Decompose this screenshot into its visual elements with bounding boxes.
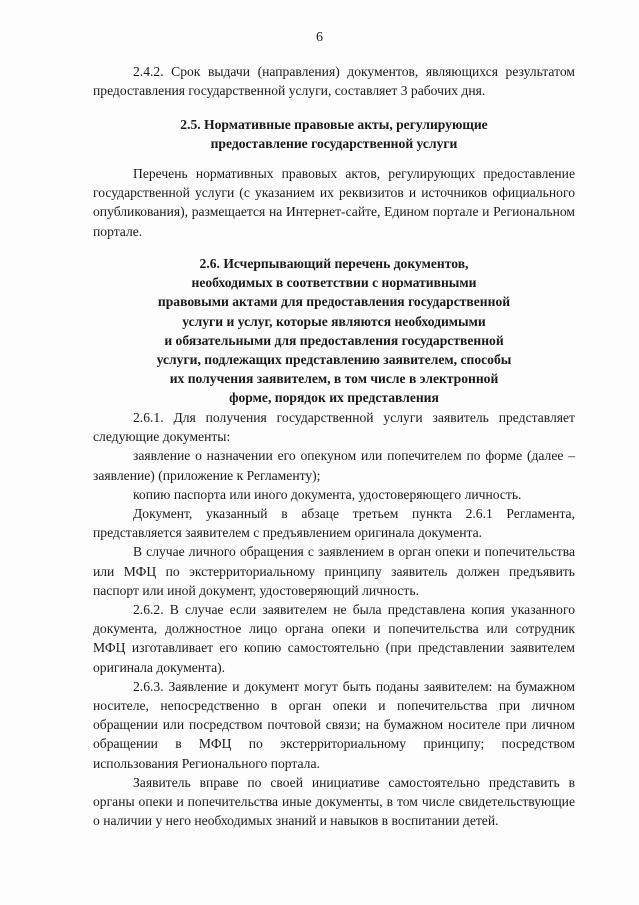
heading-line: 2.5. Нормативные правовые акты, регулирующие: [180, 117, 488, 132]
paragraph-2-6-2: 2.6.2. В случае если заявителем не была представлена копия указанного документа, должностное лицо органа опеки и попечительства или сотрудник МФЦ изготавливает его копию самостоятельно (при представлении заявителем оригинала документа).: [93, 602, 575, 675]
paragraph-2-6-1: 2.6.1. Для получения государственной услуги заявитель представляет следующие документы:: [93, 410, 575, 445]
heading-line: предоставление государственной услуги: [210, 136, 458, 152]
paragraph-original-document: Документ, указанный в абзаце третьем пункта 2.6.1 Регламента, представляется заявителем с предъявлением оригинала документа.: [93, 506, 575, 541]
section-2-6-body: [93, 408, 575, 830]
paragraph: Перечень нормативных правовых актов, регулирующих предоставление государственной услуги (с указанием их реквизитов и источников официального опубликования), размещается на Интернет-сайте, Едином портале и Региональном портале.: [93, 166, 575, 239]
heading-line: правовыми актами для предоставления государственной: [157, 294, 511, 310]
paragraph-initiative: Заявитель вправе по своей инициативе самостоятельно представить в органы опеки и попечительства иные документы, в том числе свидетельствующие о наличии у него необходимых знаний и навыков в воспитании детей.: [93, 774, 575, 829]
heading-line: их получения заявителем, в том числе в электронной: [169, 371, 499, 387]
heading-line: услуги и услуг, которые являются необходимыми: [182, 313, 486, 329]
section-2-5-body: [93, 164, 575, 241]
page-number: 6: [316, 30, 323, 45]
section-2-4-2: [93, 62, 575, 100]
section-2-6-heading: [93, 254, 575, 408]
paragraph-passport-copy: копию паспорта или иного документа, удостоверяющего личность.: [133, 486, 522, 502]
paragraph: 2.4.2. Срок выдачи (направления) документов, являющихся результатом предоставления государственной услуги, составляет 3 рабочих дня.: [93, 64, 575, 99]
heading-line: и обязательными для предоставления государственной: [164, 332, 504, 348]
heading-line: услуги, подлежащих представлению заявителем, способы: [156, 352, 512, 368]
heading-line: необходимых в соответствии с нормативными: [191, 275, 477, 291]
paragraph-application: заявление о назначении его опекуном или попечителем по форме (далее – заявление) (приложение к Регламенту);: [93, 448, 575, 483]
section-2-5-heading: [93, 115, 575, 153]
heading-line: форме, порядок их представления: [229, 390, 439, 406]
heading-line: 2.6. Исчерпывающий перечень документов,: [199, 256, 469, 271]
paragraph-personal-appeal: В случае личного обращения с заявлением в орган опеки и попечительства или МФЦ по экстерриториальному принципу заявитель должен предъявить паспорт или иной документ, удостоверяющий личность.: [93, 544, 575, 598]
paragraph-2-6-3: 2.6.3. Заявление и документ могут быть поданы заявителем: на бумажном носителе, непосредственно в орган опеки и попечительства при личном обращении или посредством почтовой связи; на бумажном носителе при личном обращении в МФЦ по экстерриториальному принципу; посредством использования Регионального портала.: [93, 678, 575, 771]
